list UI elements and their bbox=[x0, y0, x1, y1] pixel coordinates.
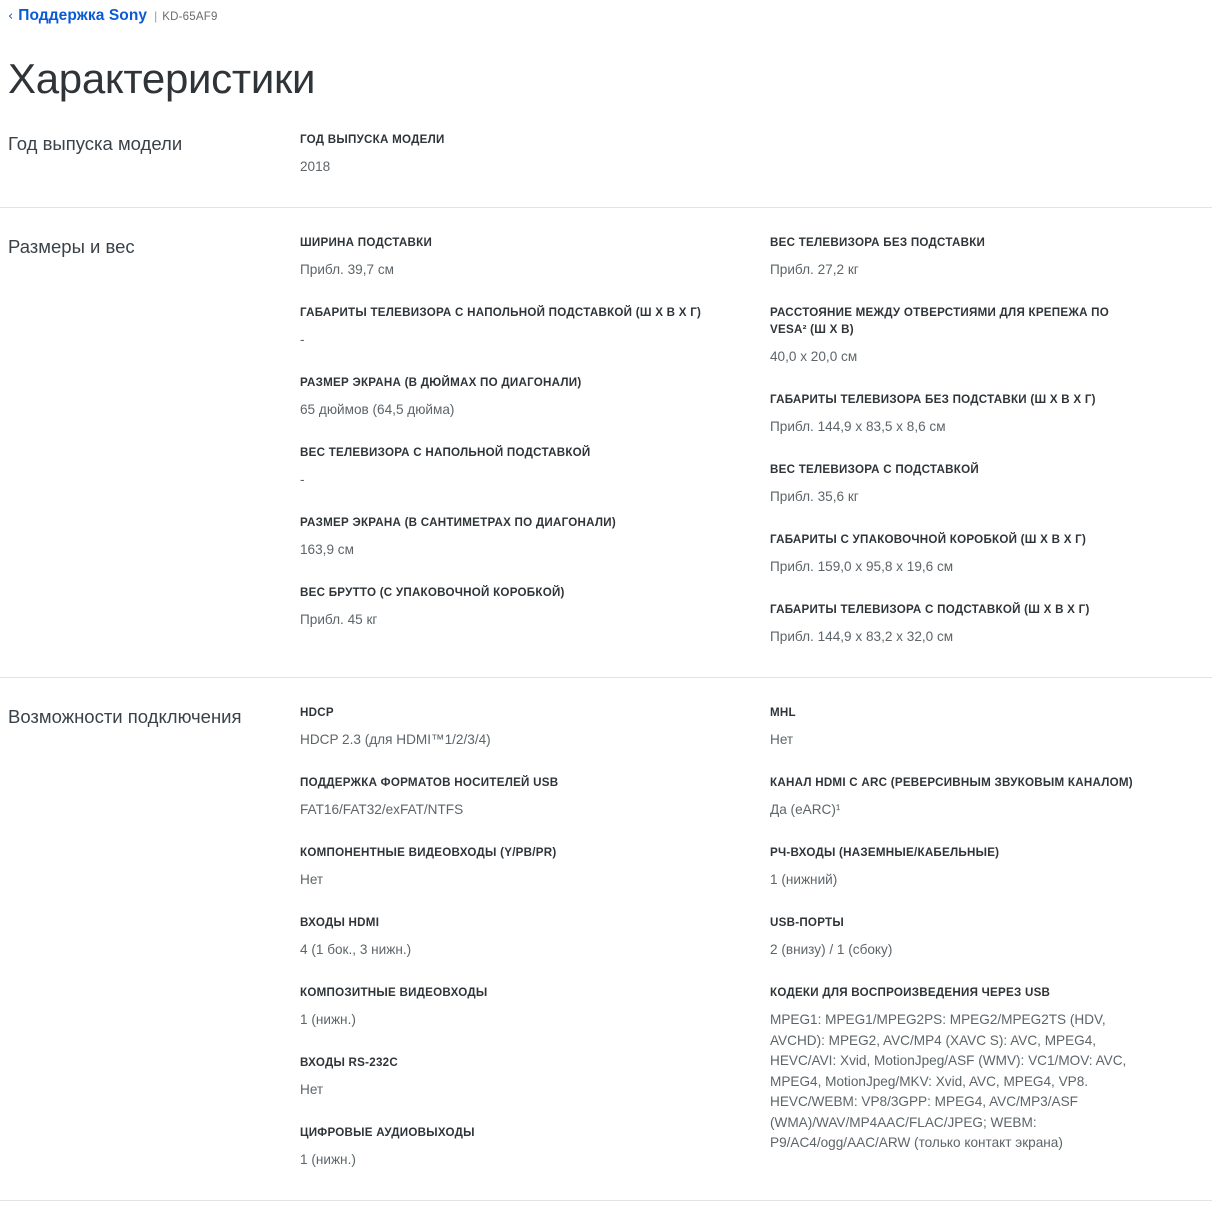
section-column-left bbox=[300, 704, 770, 1170]
spec-label: КОМПОНЕНТНЫЕ ВИДЕОВХОДЫ (Y/PB/PR) bbox=[300, 846, 557, 859]
spec-item bbox=[300, 374, 740, 420]
section-columns bbox=[300, 704, 1212, 1170]
spec-value: Нет bbox=[300, 872, 324, 887]
spec-label: MHL bbox=[770, 706, 796, 719]
spec-value: Прибл. 35,6 кг bbox=[770, 489, 859, 504]
section-columns bbox=[300, 234, 1212, 647]
spec-label: HDCP bbox=[300, 706, 334, 719]
spec-item bbox=[300, 774, 740, 820]
section-column-right bbox=[770, 131, 1174, 177]
spec-item bbox=[300, 1054, 740, 1100]
chevron-left-icon[interactable]: ‹ bbox=[8, 9, 14, 24]
spec-value: 2 (внизу) / 1 (сбоку) bbox=[770, 942, 893, 957]
spec-label: ГОД ВЫПУСКА МОДЕЛИ bbox=[300, 133, 445, 146]
spec-value: Прибл. 27,2 кг bbox=[770, 262, 859, 277]
spec-label: ПОДДЕРЖКА ФОРМАТОВ НОСИТЕЛЕЙ USB bbox=[300, 776, 559, 789]
spec-value: 65 дюймов (64,5 дюйма) bbox=[300, 402, 455, 417]
spec-label: РАССТОЯНИЕ МЕЖДУ ОТВЕРСТИЯМИ ДЛЯ КРЕПЕЖА ПО VESA² (Ш X В) bbox=[770, 306, 1110, 336]
spec-item bbox=[770, 774, 1144, 820]
spec-label: ВЕС ТЕЛЕВИЗОРА С НАПОЛЬНОЙ ПОДСТАВКОЙ bbox=[300, 446, 591, 459]
spec-value: 1 (нижн.) bbox=[300, 1152, 356, 1167]
spec-item bbox=[770, 391, 1144, 437]
spec-label: КАНАЛ HDMI С ARC (РЕВЕРСИВНЫМ ЗВУКОВЫМ КАНАЛОМ) bbox=[770, 776, 1133, 789]
breadcrumb-model: KD-65AF9 bbox=[162, 11, 218, 23]
spec-label: ГАБАРИТЫ ТЕЛЕВИЗОРА БЕЗ ПОДСТАВКИ (Ш X В X Г) bbox=[770, 393, 1096, 406]
spec-item bbox=[770, 984, 1144, 1154]
spec-item bbox=[300, 514, 740, 560]
spec-item bbox=[300, 584, 740, 630]
section-column-left bbox=[300, 131, 770, 177]
spec-value: 40,0 x 20,0 см bbox=[770, 349, 858, 364]
section-column-left bbox=[300, 234, 770, 647]
section-dimensions-weight bbox=[0, 208, 1212, 678]
spec-label: ВЕС ТЕЛЕВИЗОРА С ПОДСТАВКОЙ bbox=[770, 463, 979, 476]
spec-label: ВЕС БРУТТО (С УПАКОВОЧНОЙ КОРОБКОЙ) bbox=[300, 586, 565, 599]
spec-value: FAT16/FAT32/exFAT/NTFS bbox=[300, 802, 464, 817]
spec-item bbox=[300, 1124, 740, 1170]
section-title: Возможности подключения bbox=[8, 706, 242, 727]
spec-item bbox=[300, 844, 740, 890]
spec-value: - bbox=[300, 332, 305, 347]
spec-item bbox=[300, 131, 740, 177]
spec-label: ВХОДЫ HDMI bbox=[300, 916, 380, 929]
section-title: Размеры и вес bbox=[8, 236, 135, 257]
section-column-right bbox=[770, 234, 1174, 647]
spec-label: ГАБАРИТЫ ТЕЛЕВИЗОРА С НАПОЛЬНОЙ ПОДСТАВКОЙ (Ш X В X Г) bbox=[300, 306, 702, 319]
spec-value: 163,9 см bbox=[300, 542, 354, 557]
spec-label: ВЕС ТЕЛЕВИЗОРА БЕЗ ПОДСТАВКИ bbox=[770, 236, 986, 249]
spec-item bbox=[770, 601, 1144, 647]
spec-label: ВХОДЫ RS-232C bbox=[300, 1056, 398, 1069]
spec-value: MPEG1: MPEG1/MPEG2PS: MPEG2/MPEG2TS (HDV, AVCHD): MPEG2, AVC/MP4 (XAVC S): AVC, MPEG4, HEVC/AVI: Xvid, MotionJpeg/ASF (WMV): VC1/MOV: AVC, MPEG4, MotionJpeg/MKV: Xvid, AVC, MPEG4, VP8. HEVC/WEBM: VP8/3GPP: MPEG4, AVC/MP3/ASF (WMA)/WAV/MP4AAC/FLAC/JPEG; WEBM: P9/AC4/ogg/AAC/ARW (только контакт экрана) bbox=[770, 1012, 1127, 1150]
spec-value: 1 (нижний) bbox=[770, 872, 838, 887]
page-title: Характеристики bbox=[8, 55, 316, 102]
spec-item bbox=[770, 914, 1144, 960]
spec-label: ШИРИНА ПОДСТАВКИ bbox=[300, 236, 433, 249]
spec-value: Прибл. 159,0 x 95,8 x 19,6 см bbox=[770, 559, 954, 574]
spec-value: Нет bbox=[300, 1082, 324, 1097]
spec-label: ГАБАРИТЫ ТЕЛЕВИЗОРА С ПОДСТАВКОЙ (Ш X В X Г) bbox=[770, 603, 1090, 616]
spec-item bbox=[770, 704, 1144, 750]
spec-item bbox=[300, 304, 740, 350]
breadcrumb-separator: | bbox=[154, 9, 158, 23]
spec-label: РАЗМЕР ЭКРАНА (В ДЮЙМАХ ПО ДИАГОНАЛИ) bbox=[300, 376, 582, 389]
spec-item bbox=[770, 304, 1144, 367]
spec-value: Да (eARC)¹ bbox=[770, 802, 841, 817]
spec-value: - bbox=[300, 472, 305, 487]
spec-item bbox=[770, 461, 1144, 507]
spec-value: 1 (нижн.) bbox=[300, 1012, 356, 1027]
spec-value: Нет bbox=[770, 732, 794, 747]
section-model-year bbox=[0, 105, 1212, 208]
section-title: Год выпуска модели bbox=[8, 133, 183, 154]
spec-item bbox=[770, 844, 1144, 890]
spec-item bbox=[300, 444, 740, 490]
breadcrumb bbox=[0, 0, 1212, 27]
spec-label: ЦИФРОВЫЕ АУДИОВЫХОДЫ bbox=[300, 1126, 475, 1139]
spec-value: Прибл. 45 кг bbox=[300, 612, 378, 627]
spec-item bbox=[300, 914, 740, 960]
spec-label: КОМПОЗИТНЫЕ ВИДЕОВХОДЫ bbox=[300, 986, 488, 999]
spec-label: ГАБАРИТЫ С УПАКОВОЧНОЙ КОРОБКОЙ (Ш X В X Г) bbox=[770, 533, 1087, 546]
spec-value: HDCP 2.3 (для HDMI™1/2/3/4) bbox=[300, 732, 491, 747]
spec-item bbox=[770, 234, 1144, 280]
spec-item bbox=[300, 234, 740, 280]
spec-label: USB-ПОРТЫ bbox=[770, 916, 844, 929]
spec-value: 4 (1 бок., 3 нижн.) bbox=[300, 942, 412, 957]
section-column-right bbox=[770, 704, 1174, 1170]
spec-item bbox=[300, 704, 740, 750]
spec-label: РЧ-ВХОДЫ (НАЗЕМНЫЕ/КАБЕЛЬНЫЕ) bbox=[770, 846, 1000, 859]
section-connectivity bbox=[0, 678, 1212, 1201]
spec-value: Прибл. 144,9 x 83,2 x 32,0 см bbox=[770, 629, 954, 644]
spec-value: Прибл. 144,9 x 83,5 x 8,6 см bbox=[770, 419, 946, 434]
breadcrumb-support-link[interactable]: Поддержка Sony bbox=[18, 7, 148, 24]
spec-label: КОДЕКИ ДЛЯ ВОСПРОИЗВЕДЕНИЯ ЧЕРЕЗ USB bbox=[770, 986, 1051, 999]
spec-item bbox=[300, 984, 740, 1030]
spec-value: Прибл. 39,7 см bbox=[300, 262, 394, 277]
spec-item bbox=[770, 531, 1144, 577]
spec-value: 2018 bbox=[300, 159, 331, 174]
section-columns bbox=[300, 131, 1212, 177]
spec-label: РАЗМЕР ЭКРАНА (В САНТИМЕТРАХ ПО ДИАГОНАЛИ) bbox=[300, 516, 616, 529]
